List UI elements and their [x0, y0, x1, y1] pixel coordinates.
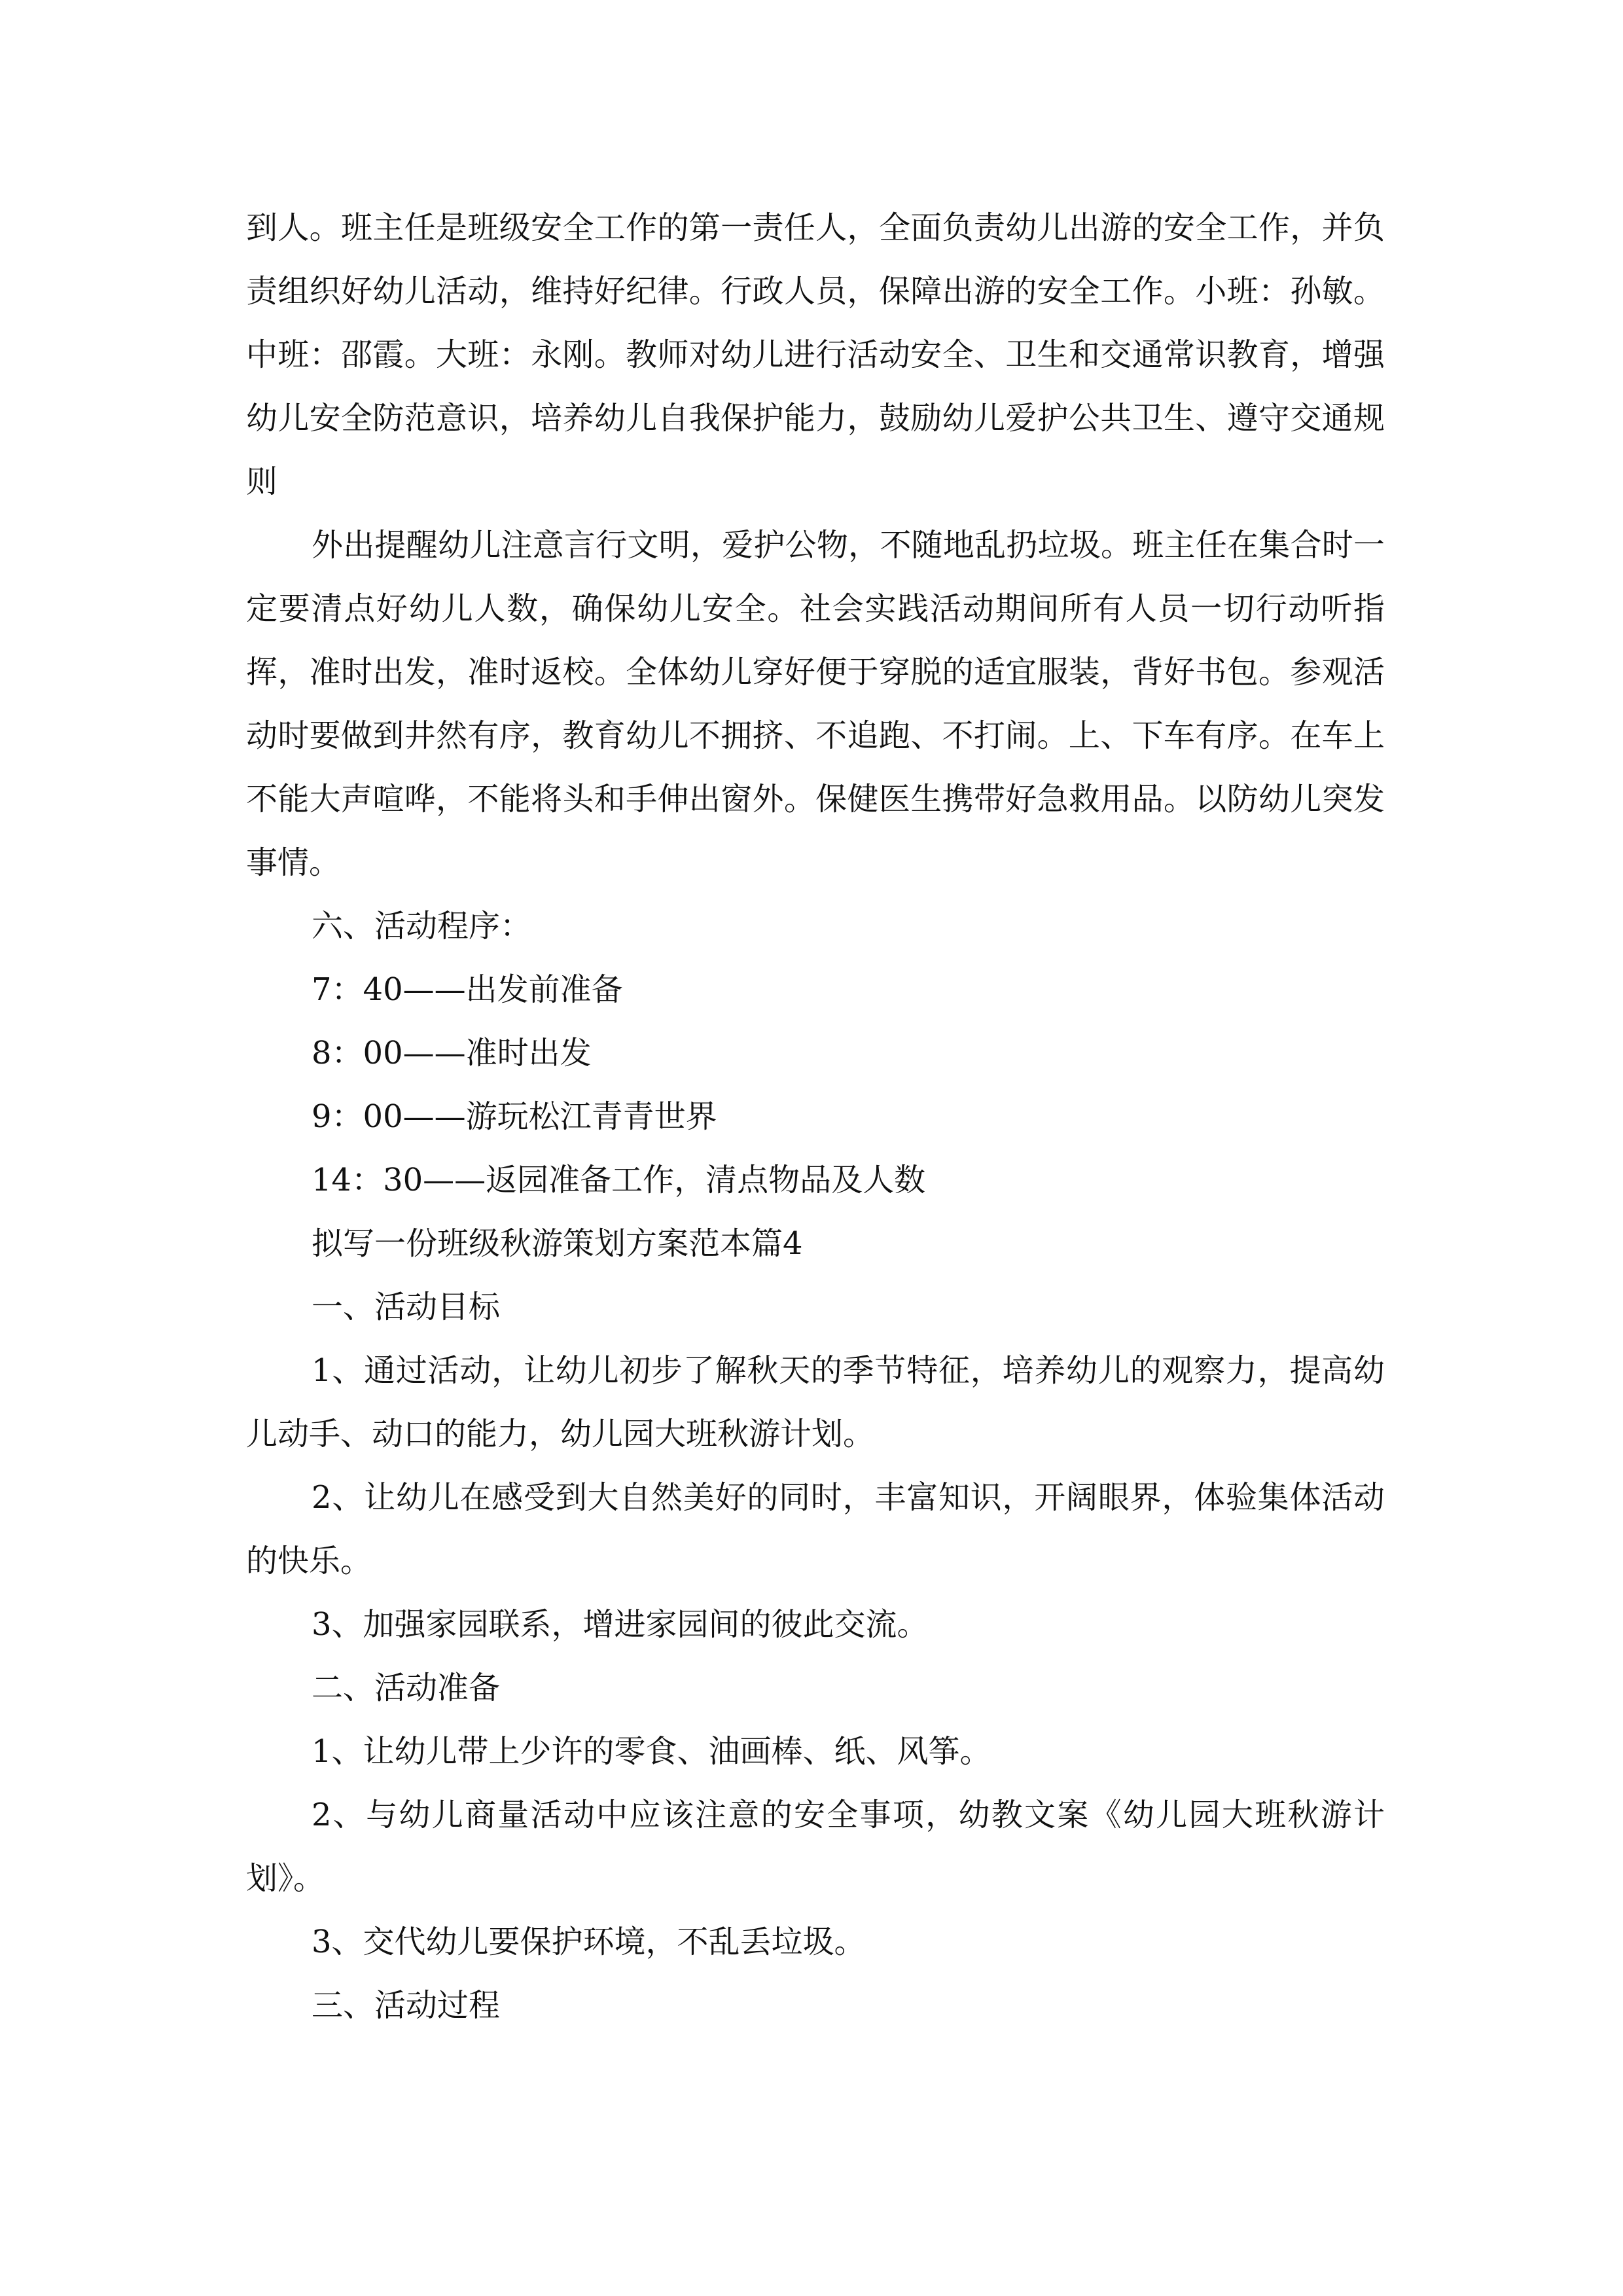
section-heading-process: 三、活动过程 — [312, 1987, 501, 2024]
preparation-item-2: 2、与幼儿商量活动中应该注意的安全事项，幼教文案《幼儿园大班秋游计划》。 — [246, 1797, 1385, 1897]
goal-item-1: 1、通过活动，让幼儿初步了解秋天的季节特征，培养幼儿的观察力，提高幼儿动手、动口的能力，幼儿园大班秋游计划。 — [246, 1352, 1385, 1452]
goal-item-2: 2、让幼儿在感受到大自然美好的同时，丰富知识，开阔眼界，体验集体活动的快乐。 — [246, 1479, 1385, 1579]
preparation-item-1: 1、让幼儿带上少许的零食、油画棒、纸、风筝。 — [312, 1733, 991, 1770]
schedule-item-1430: 14：30——返园准备工作，清点物品及人数 — [312, 1162, 926, 1198]
schedule-item-0740: 7：40——出发前准备 — [312, 971, 623, 1008]
paragraph-outing-reminders: 外出提醒幼儿注意言行文明，爱护公物，不随地乱扔垃圾。班主任在集合时一定要清点好幼儿人数，确保幼儿安全。社会实践活动期间所有人员一切行动听指挥，准时出发，准时返校。全体幼儿穿好便于穿脱的适宜服装，背好书包。参观活动时要做到井然有序，教育幼儿不拥挤、不追跑、不打闹。上、下车有序。在车上不能大声喧哗，不能将头和手伸出窗外。保健医生携带好急救用品。以防幼儿突发事情。 — [246, 527, 1385, 881]
section-heading-goals: 一、活动目标 — [312, 1289, 501, 1325]
article-title-part-4: 拟写一份班级秋游策划方案范本篇4 — [312, 1225, 803, 1262]
schedule-item-0800: 8：00——准时出发 — [312, 1035, 592, 1071]
preparation-item-3: 3、交代幼儿要保护环境，不乱丢垃圾。 — [312, 1924, 866, 1960]
paragraph-safety-responsibilities: 到人。班主任是班级安全工作的第一责任人，全面负责幼儿出游的安全工作，并负责组织好幼儿活动，维持好纪律。行政人员，保障出游的安全工作。小班：孙敏。中班：邵霞。大班：永刚。教师对幼儿进行活动安全、卫生和交通常识教育，增强幼儿安全防范意识，培养幼儿自我保护能力，鼓励幼儿爱护公共卫生、遵守交通规则 — [246, 209, 1385, 500]
section-heading-activity-schedule: 六、活动程序： — [312, 908, 532, 944]
schedule-item-0900: 9：00——游玩松江青青世界 — [312, 1098, 717, 1135]
document-body — [246, 196, 1385, 2037]
goal-item-3: 3、加强家园联系，增进家园间的彼此交流。 — [312, 1606, 929, 1643]
section-heading-preparation: 二、活动准备 — [312, 1670, 501, 1706]
